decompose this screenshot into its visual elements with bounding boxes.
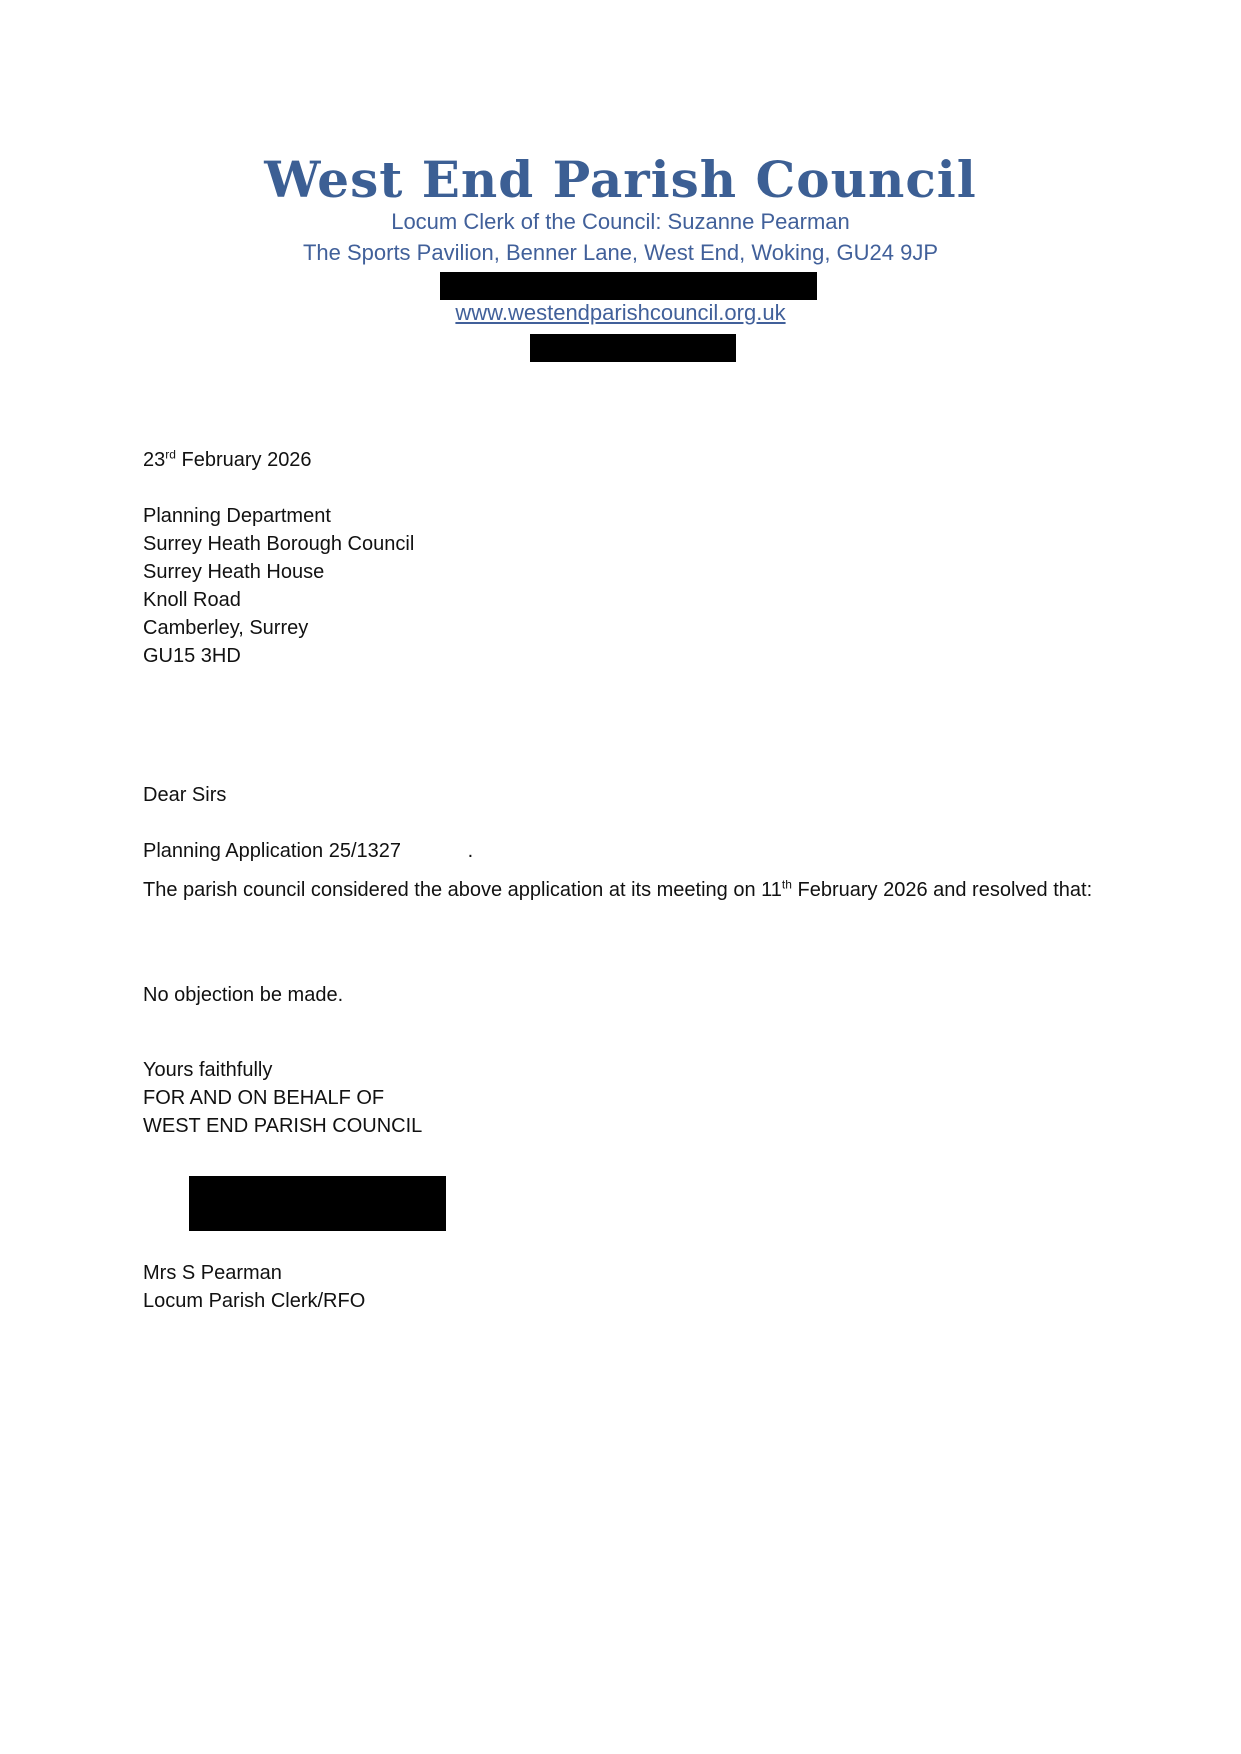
redacted-email-block (530, 334, 736, 362)
date-month-year: February 2026 (175, 449, 312, 471)
closing-line: WEST END PARISH COUNCIL (143, 1115, 423, 1137)
body-date-suffix: th (781, 877, 792, 892)
redacted-phone-block (440, 272, 817, 300)
subject-line: Planning Application 25/1327 . (143, 840, 474, 862)
letter-date (143, 446, 312, 474)
recipient-line: Surrey Heath Borough Council (143, 533, 415, 555)
signatory-name: Mrs S Pearman (143, 1262, 282, 1284)
body-text-part1: The parish council considered the above application at its meeting on 11 (143, 879, 782, 901)
recipient-line: Knoll Road (143, 589, 241, 611)
closing-block (143, 1056, 422, 1140)
recipient-line: Surrey Heath House (143, 561, 325, 583)
closing-line: FOR AND ON BEHALF OF (143, 1087, 385, 1109)
council-name-heading: West End Parish Council (264, 150, 977, 209)
date-suffix: rd (165, 447, 176, 462)
redacted-signature-block (189, 1176, 446, 1231)
clerk-line: Locum Clerk of the Council: Suzanne Pearman (391, 209, 850, 234)
recipient-line: GU15 3HD (143, 645, 241, 667)
body-paragraph (143, 876, 1103, 904)
recipient-line: Planning Department (143, 505, 331, 527)
date-day: 23 (143, 449, 166, 471)
decision-text: No objection be made. (143, 984, 344, 1006)
body-text-part2: February 2026 and resolved that: (791, 879, 1093, 901)
website-line (0, 298, 1241, 328)
website-link[interactable]: www.westendparishcouncil.org.uk (455, 300, 786, 325)
recipient-line: Camberley, Surrey (143, 617, 309, 639)
salutation: Dear Sirs (143, 784, 227, 806)
signatory-block (143, 1259, 365, 1315)
council-address-line: The Sports Pavilion, Benner Lane, West End, Woking, GU24 9JP (302, 240, 939, 265)
signatory-title: Locum Parish Clerk/RFO (143, 1290, 366, 1312)
closing-line: Yours faithfully (143, 1059, 273, 1081)
recipient-address (143, 502, 414, 670)
